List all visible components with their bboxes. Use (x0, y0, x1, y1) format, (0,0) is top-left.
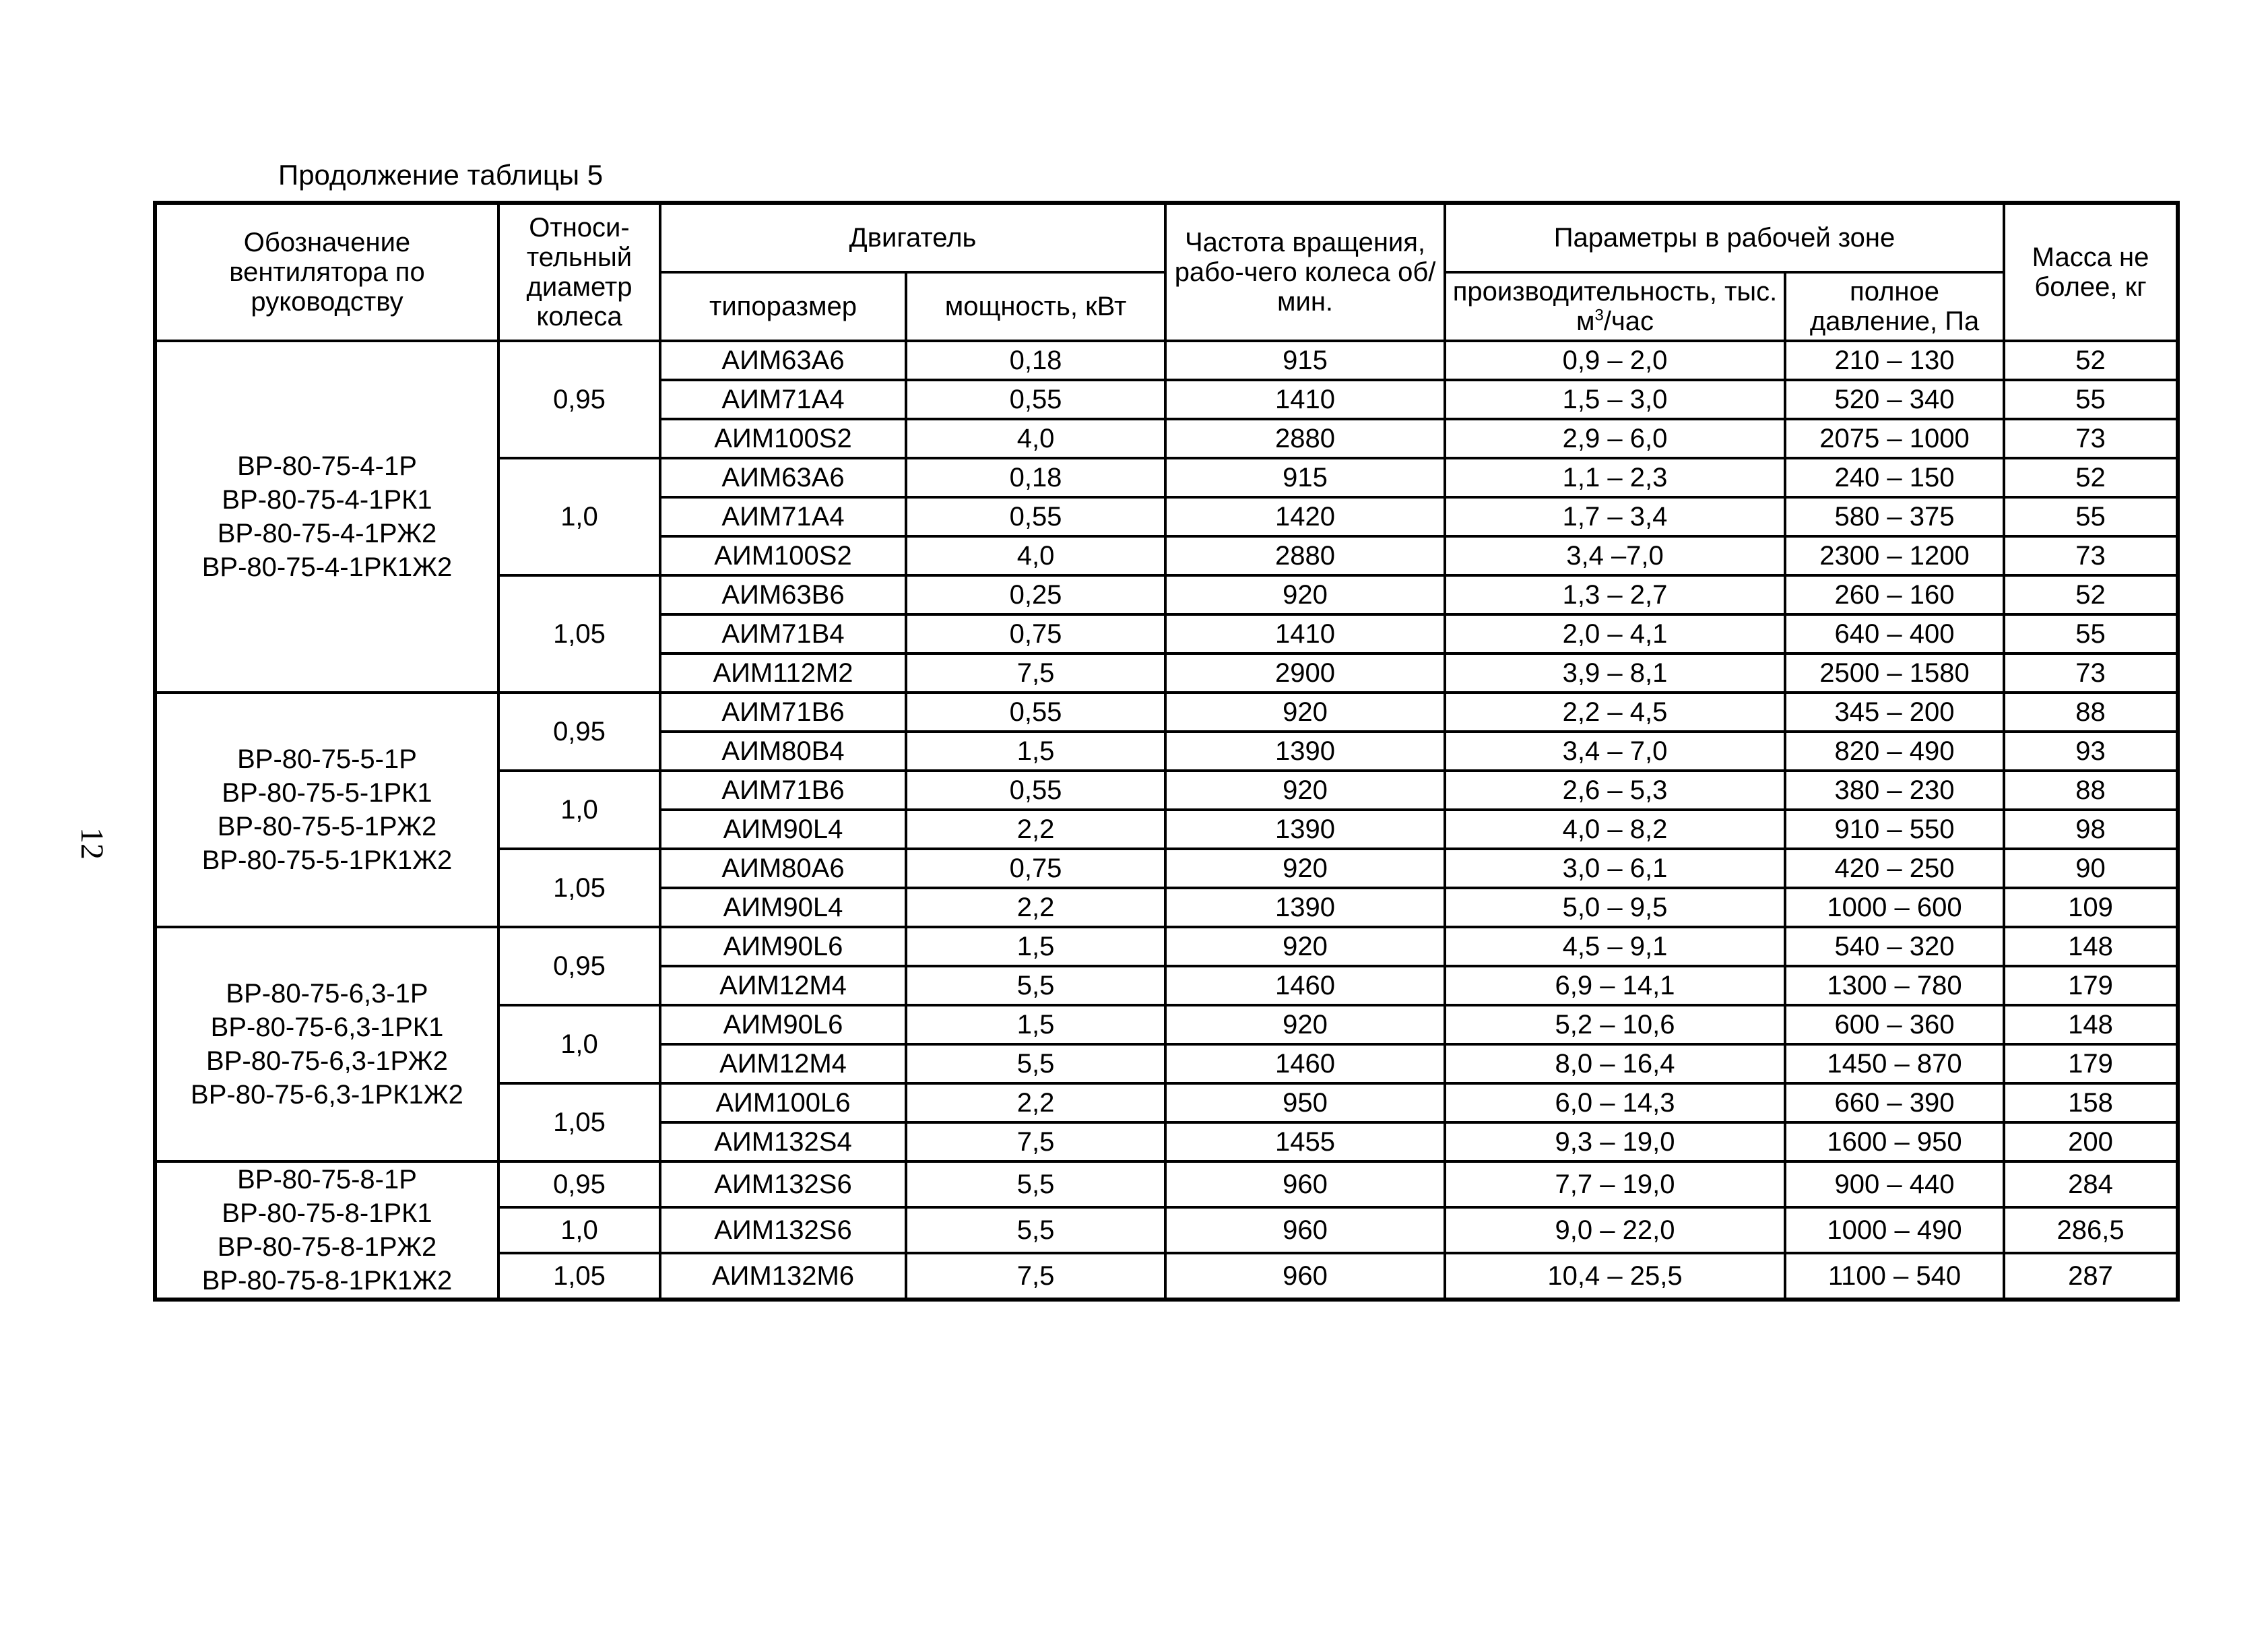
header-rotation-speed: Частота вращения, рабо-чего колеса об/мин. (1165, 203, 1445, 341)
mass-cell: 148 (2004, 927, 2178, 966)
mass-cell: 55 (2004, 380, 2178, 419)
productivity-cell: 2,2 – 4,5 (1445, 693, 1785, 732)
mass-cell: 109 (2004, 888, 2178, 927)
productivity-cell: 3,9 – 8,1 (1445, 653, 1785, 693)
fan-designation: ВР-80-75-8-1РК1 (222, 1198, 432, 1228)
table-row (155, 693, 2178, 732)
engine-power-cell: 5,5 (906, 1161, 1165, 1207)
productivity-cell: 3,4 – 7,0 (1445, 732, 1785, 771)
engine-power-cell: 7,5 (906, 653, 1165, 693)
rotation-speed-cell: 1455 (1165, 1122, 1445, 1161)
fan-designation: ВР-80-75-5-1РЖ2 (217, 812, 437, 841)
pressure-cell: 2500 – 1580 (1785, 653, 2004, 693)
fan-designation: ВР-80-75-8-1РК1Ж2 (201, 1266, 453, 1296)
fan-designation-cell (155, 1161, 498, 1300)
pressure-cell: 2075 – 1000 (1785, 419, 2004, 458)
productivity-cell: 3,0 – 6,1 (1445, 849, 1785, 888)
mass-cell: 52 (2004, 575, 2178, 614)
table-row (155, 927, 2178, 966)
engine-type-cell: АИМ132S6 (660, 1161, 906, 1207)
relative-diameter-cell: 0,95 (498, 693, 660, 771)
mass-cell: 93 (2004, 732, 2178, 771)
relative-diameter-cell: 1,0 (498, 771, 660, 849)
page-number: 12 (74, 827, 110, 860)
rotation-speed-cell: 2900 (1165, 653, 1445, 693)
productivity-cell: 10,4 – 25,5 (1445, 1253, 1785, 1300)
header-work-zone: Параметры в рабочей зоне (1445, 203, 2004, 272)
productivity-cell: 1,1 – 2,3 (1445, 458, 1785, 497)
pressure-cell: 1600 – 950 (1785, 1122, 2004, 1161)
engine-power-cell: 4,0 (906, 419, 1165, 458)
fan-designation: ВР-80-75-8-1Р (237, 1165, 417, 1194)
engine-power-cell: 0,75 (906, 614, 1165, 653)
pressure-cell: 1100 – 540 (1785, 1253, 2004, 1300)
relative-diameter-cell: 1,05 (498, 1253, 660, 1300)
productivity-cell: 4,0 – 8,2 (1445, 810, 1785, 849)
productivity-cell: 3,4 –7,0 (1445, 536, 1785, 575)
engine-power-cell: 4,0 (906, 536, 1165, 575)
pressure-cell: 640 – 400 (1785, 614, 2004, 653)
engine-power-cell: 5,5 (906, 966, 1165, 1005)
mass-cell: 179 (2004, 1044, 2178, 1083)
mass-cell: 88 (2004, 771, 2178, 810)
fan-designation: ВР-80-75-4-1РК1Ж2 (201, 552, 453, 582)
rotation-speed-cell: 920 (1165, 771, 1445, 810)
mass-cell: 55 (2004, 614, 2178, 653)
relative-diameter-cell: 0,95 (498, 1161, 660, 1207)
rotation-speed-cell: 960 (1165, 1253, 1445, 1300)
mass-cell: 88 (2004, 693, 2178, 732)
productivity-cell: 9,3 – 19,0 (1445, 1122, 1785, 1161)
engine-type-cell: АИМ12М4 (660, 1044, 906, 1083)
engine-type-cell: АИМ90L4 (660, 810, 906, 849)
engine-power-cell: 0,18 (906, 341, 1165, 380)
pressure-cell: 540 – 320 (1785, 927, 2004, 966)
table-row (155, 1161, 2178, 1207)
table-row (155, 341, 2178, 380)
relative-diameter-cell: 0,95 (498, 927, 660, 1005)
productivity-cell: 2,9 – 6,0 (1445, 419, 1785, 458)
header-relative-diameter: Относи-тельный диаметр колеса (498, 203, 660, 341)
mass-cell: 73 (2004, 536, 2178, 575)
mass-cell: 200 (2004, 1122, 2178, 1161)
mass-cell: 148 (2004, 1005, 2178, 1044)
pressure-cell: 1000 – 490 (1785, 1207, 2004, 1253)
engine-type-cell: АИМ71А4 (660, 497, 906, 536)
pressure-cell: 580 – 375 (1785, 497, 2004, 536)
pressure-cell: 2300 – 1200 (1785, 536, 2004, 575)
pressure-cell: 660 – 390 (1785, 1083, 2004, 1122)
header-engine-power: мощность, кВт (906, 272, 1165, 341)
productivity-cell: 1,5 – 3,0 (1445, 380, 1785, 419)
table-body (155, 341, 2178, 1300)
fan-designation: ВР-80-75-6,3-1Р (226, 979, 428, 1009)
rotation-speed-cell: 915 (1165, 341, 1445, 380)
engine-power-cell: 1,5 (906, 927, 1165, 966)
fan-designation: ВР-80-75-5-1РК1 (222, 778, 432, 808)
pressure-cell: 420 – 250 (1785, 849, 2004, 888)
engine-power-cell: 0,18 (906, 458, 1165, 497)
productivity-cell: 2,0 – 4,1 (1445, 614, 1785, 653)
header-productivity-text: производительность, тыс. м (1452, 277, 1778, 336)
pressure-cell: 1450 – 870 (1785, 1044, 2004, 1083)
productivity-cell: 7,7 – 19,0 (1445, 1161, 1785, 1207)
fan-designation-cell (155, 693, 498, 927)
fan-spec-table (153, 201, 2180, 1302)
productivity-cell: 6,9 – 14,1 (1445, 966, 1785, 1005)
rotation-speed-cell: 920 (1165, 575, 1445, 614)
productivity-cell: 9,0 – 22,0 (1445, 1207, 1785, 1253)
pressure-cell: 240 – 150 (1785, 458, 2004, 497)
pressure-cell: 600 – 360 (1785, 1005, 2004, 1044)
rotation-speed-cell: 1460 (1165, 966, 1445, 1005)
mass-cell: 90 (2004, 849, 2178, 888)
mass-cell: 287 (2004, 1253, 2178, 1300)
header-row (155, 203, 2178, 272)
fan-designation-cell (155, 341, 498, 693)
productivity-cell: 8,0 – 16,4 (1445, 1044, 1785, 1083)
productivity-cell: 2,6 – 5,3 (1445, 771, 1785, 810)
productivity-cell: 1,7 – 3,4 (1445, 497, 1785, 536)
mass-cell: 286,5 (2004, 1207, 2178, 1253)
rotation-speed-cell: 920 (1165, 849, 1445, 888)
rotation-speed-cell: 2880 (1165, 419, 1445, 458)
rotation-speed-cell: 1390 (1165, 888, 1445, 927)
relative-diameter-cell: 1,05 (498, 1083, 660, 1161)
engine-type-cell: АИМ63В6 (660, 575, 906, 614)
pressure-cell: 1300 – 780 (1785, 966, 2004, 1005)
table-caption: Продолжение таблицы 5 (278, 159, 604, 191)
relative-diameter-cell: 1,0 (498, 1207, 660, 1253)
engine-type-cell: АИМ80А6 (660, 849, 906, 888)
productivity-cell: 1,3 – 2,7 (1445, 575, 1785, 614)
productivity-cell: 5,0 – 9,5 (1445, 888, 1785, 927)
relative-diameter-cell: 1,0 (498, 458, 660, 575)
header-designation: Обозначение вентилятора по руководству (155, 203, 498, 341)
engine-power-cell: 2,2 (906, 888, 1165, 927)
engine-type-cell: АИМ71В4 (660, 614, 906, 653)
engine-power-cell: 7,5 (906, 1253, 1165, 1300)
fan-designation: ВР-80-75-4-1Р (237, 451, 417, 481)
rotation-speed-cell: 960 (1165, 1207, 1445, 1253)
engine-type-cell: АИМ90L6 (660, 1005, 906, 1044)
fan-designation: ВР-80-75-6,3-1РК1Ж2 (191, 1080, 463, 1110)
mass-cell: 73 (2004, 653, 2178, 693)
engine-type-cell: АИМ90L6 (660, 927, 906, 966)
header-productivity-unit: /час (1603, 307, 1654, 336)
pressure-cell: 820 – 490 (1785, 732, 2004, 771)
rotation-speed-cell: 950 (1165, 1083, 1445, 1122)
engine-power-cell: 1,5 (906, 1005, 1165, 1044)
engine-power-cell: 0,75 (906, 849, 1165, 888)
fan-designation: ВР-80-75-5-1РК1Ж2 (201, 845, 453, 875)
pressure-cell: 380 – 230 (1785, 771, 2004, 810)
mass-cell: 158 (2004, 1083, 2178, 1122)
mass-cell: 73 (2004, 419, 2178, 458)
rotation-speed-cell: 2880 (1165, 536, 1445, 575)
mass-cell: 55 (2004, 497, 2178, 536)
rotation-speed-cell: 915 (1165, 458, 1445, 497)
productivity-cell: 6,0 – 14,3 (1445, 1083, 1785, 1122)
mass-cell: 179 (2004, 966, 2178, 1005)
productivity-cell: 4,5 – 9,1 (1445, 927, 1785, 966)
engine-type-cell: АИМ71В6 (660, 693, 906, 732)
engine-type-cell: АИМ100S2 (660, 419, 906, 458)
engine-power-cell: 0,55 (906, 771, 1165, 810)
engine-type-cell: АИМ100S2 (660, 536, 906, 575)
engine-power-cell: 5,5 (906, 1207, 1165, 1253)
rotation-speed-cell: 960 (1165, 1161, 1445, 1207)
header-pressure: полное давление, Па (1785, 272, 2004, 341)
rotation-speed-cell: 1390 (1165, 810, 1445, 849)
mass-cell: 52 (2004, 341, 2178, 380)
relative-diameter-cell: 0,95 (498, 341, 660, 458)
pressure-cell: 910 – 550 (1785, 810, 2004, 849)
header-productivity-sup: 3 (1594, 306, 1604, 325)
engine-power-cell: 7,5 (906, 1122, 1165, 1161)
pressure-cell: 210 – 130 (1785, 341, 2004, 380)
header-engine: Двигатель (660, 203, 1165, 272)
engine-type-cell: АИМ132S6 (660, 1207, 906, 1253)
pressure-cell: 1000 – 600 (1785, 888, 2004, 927)
fan-designation: ВР-80-75-5-1Р (237, 744, 417, 774)
fan-designation-cell (155, 927, 498, 1161)
rotation-speed-cell: 1390 (1165, 732, 1445, 771)
mass-cell: 284 (2004, 1161, 2178, 1207)
productivity-cell: 5,2 – 10,6 (1445, 1005, 1785, 1044)
engine-type-cell: АИМ63А6 (660, 341, 906, 380)
mass-cell: 52 (2004, 458, 2178, 497)
relative-diameter-cell: 1,0 (498, 1005, 660, 1083)
rotation-speed-cell: 1410 (1165, 380, 1445, 419)
engine-power-cell: 5,5 (906, 1044, 1165, 1083)
engine-type-cell: АИМ71А4 (660, 380, 906, 419)
mass-cell: 98 (2004, 810, 2178, 849)
rotation-speed-cell: 920 (1165, 927, 1445, 966)
engine-power-cell: 2,2 (906, 1083, 1165, 1122)
engine-power-cell: 0,55 (906, 380, 1165, 419)
engine-type-cell: АИМ90L4 (660, 888, 906, 927)
pressure-cell: 900 – 440 (1785, 1161, 2004, 1207)
engine-type-cell: АИМ132S4 (660, 1122, 906, 1161)
pressure-cell: 345 – 200 (1785, 693, 2004, 732)
engine-type-cell: АИМ112М2 (660, 653, 906, 693)
fan-designation: ВР-80-75-6,3-1РК1 (210, 1013, 444, 1042)
engine-power-cell: 2,2 (906, 810, 1165, 849)
rotation-speed-cell: 920 (1165, 693, 1445, 732)
engine-type-cell: АИМ132М6 (660, 1253, 906, 1300)
fan-designation: ВР-80-75-4-1РК1 (222, 485, 432, 515)
header-productivity (1445, 272, 1785, 341)
engine-type-cell: АИМ63А6 (660, 458, 906, 497)
pressure-cell: 260 – 160 (1785, 575, 2004, 614)
engine-power-cell: 1,5 (906, 732, 1165, 771)
rotation-speed-cell: 1460 (1165, 1044, 1445, 1083)
rotation-speed-cell: 1410 (1165, 614, 1445, 653)
rotation-speed-cell: 1420 (1165, 497, 1445, 536)
header-engine-type: типоразмер (660, 272, 906, 341)
fan-designation: ВР-80-75-6,3-1РЖ2 (206, 1046, 448, 1076)
engine-type-cell: АИМ12М4 (660, 966, 906, 1005)
engine-type-cell: АИМ71В6 (660, 771, 906, 810)
fan-designation: ВР-80-75-4-1РЖ2 (217, 519, 437, 548)
productivity-cell: 0,9 – 2,0 (1445, 341, 1785, 380)
relative-diameter-cell: 1,05 (498, 849, 660, 927)
engine-power-cell: 0,55 (906, 497, 1165, 536)
rotation-speed-cell: 920 (1165, 1005, 1445, 1044)
header-mass: Масса не более, кг (2004, 203, 2178, 341)
relative-diameter-cell: 1,05 (498, 575, 660, 693)
engine-power-cell: 0,25 (906, 575, 1165, 614)
engine-power-cell: 0,55 (906, 693, 1165, 732)
engine-type-cell: АИМ100L6 (660, 1083, 906, 1122)
fan-designation: ВР-80-75-8-1РЖ2 (217, 1232, 437, 1262)
pressure-cell: 520 – 340 (1785, 380, 2004, 419)
engine-type-cell: АИМ80В4 (660, 732, 906, 771)
